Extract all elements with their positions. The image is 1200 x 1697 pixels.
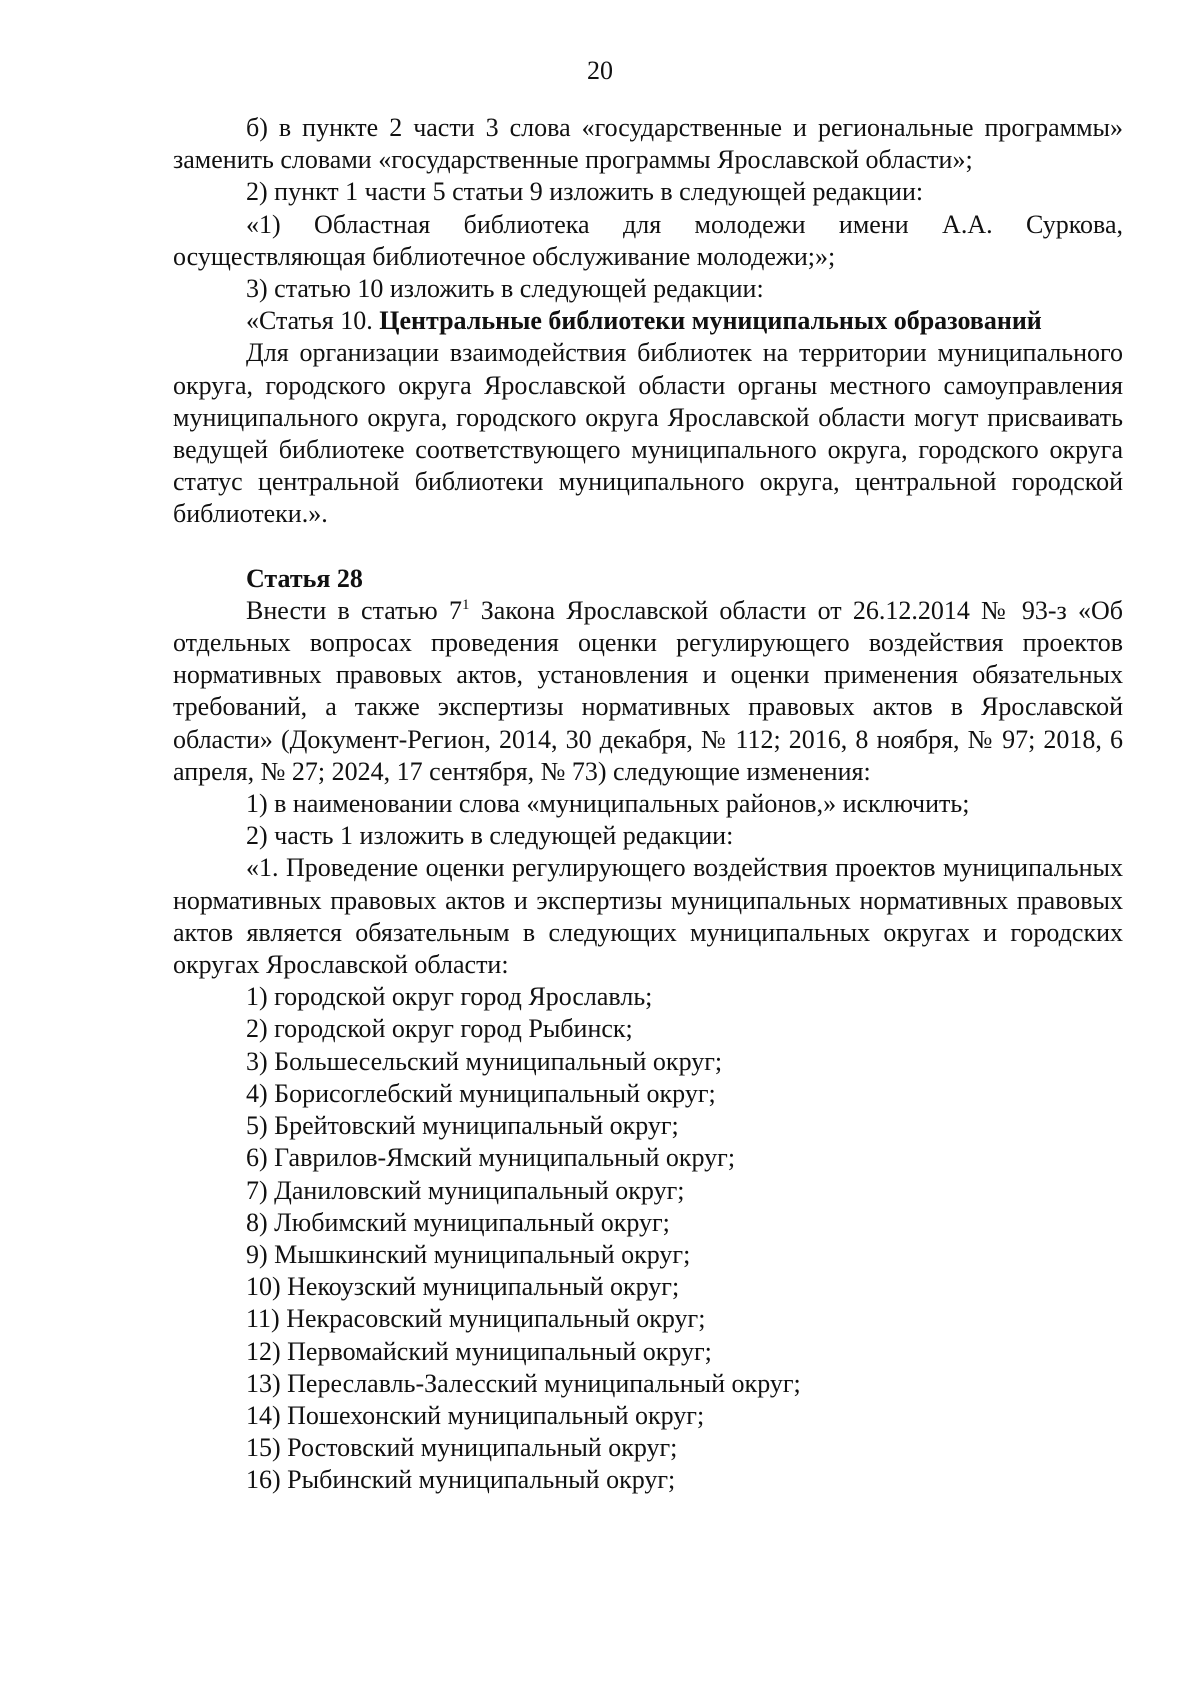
list-item: 13) Переславль-Залесский муниципальный округ; — [246, 1368, 801, 1398]
page-number: 20 — [587, 56, 613, 85]
list-item: 8) Любимский муниципальный округ; — [246, 1207, 670, 1237]
paragraph-b: б) в пункте 2 части 3 слова «государственные и региональные программы» заменить словами «государственные программы Ярославской области»; — [173, 113, 1123, 175]
list-item: 7) Даниловский муниципальный округ; — [246, 1175, 685, 1205]
article-28-item-2: 2) часть 1 изложить в следующей редакции: — [246, 821, 734, 851]
paragraph-quote-1: «1) Областная библиотека для молодежи имени А.А. Суркова, осуществляющая библиотечное обслуживание молодежи;»; — [173, 209, 1123, 271]
article-10-title: Центральные библиотеки муниципальных образований — [379, 306, 1042, 336]
page-body — [173, 112, 1123, 1497]
article-28-intro-a: Внести в статью 7 — [246, 595, 462, 625]
article-28-part-1: «1. Проведение оценки регулирующего воздействия проектов муниципальных нормативных правовых актов и экспертизы муниципальных нормативных правовых актов является обязательным в следующих муниципальных округах и городских округах Ярославской области: — [173, 853, 1123, 980]
article-28-heading: Статья 28 — [246, 563, 363, 593]
article-28-item-1: 1) в наименовании слова «муниципальных районов,» исключить; — [246, 789, 970, 819]
list-item: 14) Пошехонский муниципальный округ; — [246, 1400, 705, 1430]
paragraph-item-2: 2) пункт 1 части 5 статьи 9 изложить в следующей редакции: — [246, 177, 924, 207]
list-item: 2) городской округ город Рыбинск; — [246, 1014, 633, 1044]
article-28-intro-superscript: 1 — [461, 596, 470, 613]
article-28-intro-b: Закона Ярославской области от 26.12.2014 № 93-з «Об отдельных вопросах проведения оценки регулирующего воздействия проектов нормативных правовых актов, установления и оценки применения обязательных требований, а также экспертизы нормативных правовых актов в Ярославской области» (Документ-Регион, 2014, 30 декабря, № 112; 2016, 8 ноября, № 97; 2018, 6 апреля, № 27; 2024, 17 сентября, № 73) следующие изменения: — [173, 595, 1123, 786]
article-10-prefix: «Статья 10. — [246, 306, 380, 336]
article-10-heading — [173, 305, 1123, 337]
list-item: 3) Большесельский муниципальный округ; — [246, 1046, 723, 1076]
paragraph-item-3: 3) статью 10 изложить в следующей редакции: — [246, 274, 764, 304]
list-item: 15) Ростовский муниципальный округ; — [246, 1433, 678, 1463]
list-item: 1) городской округ город Ярославль; — [246, 982, 653, 1012]
list-item: 10) Некоузский муниципальный округ; — [246, 1272, 680, 1302]
article-28-intro — [173, 595, 1123, 788]
article-10-text: Для организации взаимодействия библиотек на территории муниципального округа, городского округа Ярославской области органы местного самоуправления муниципального округа, городского округа Ярославской области могут присваивать ведущей библиотеке соответствующего муниципального округа, городского округа статус центральной библиотеки муниципального округа, центральной городской библиотеки.». — [173, 338, 1123, 529]
list-item: 6) Гаврилов-Ямский муниципальный округ; — [246, 1143, 736, 1173]
list-item: 5) Брейтовский муниципальный округ; — [246, 1111, 679, 1141]
list-item: 16) Рыбинский муниципальный округ; — [246, 1465, 676, 1495]
list-item: 4) Борисоглебский муниципальный округ; — [246, 1078, 716, 1108]
list-item: 12) Первомайский муниципальный округ; — [246, 1336, 712, 1366]
list-item: 9) Мышкинский муниципальный округ; — [246, 1239, 691, 1269]
list-item: 11) Некрасовский муниципальный округ; — [246, 1304, 706, 1334]
